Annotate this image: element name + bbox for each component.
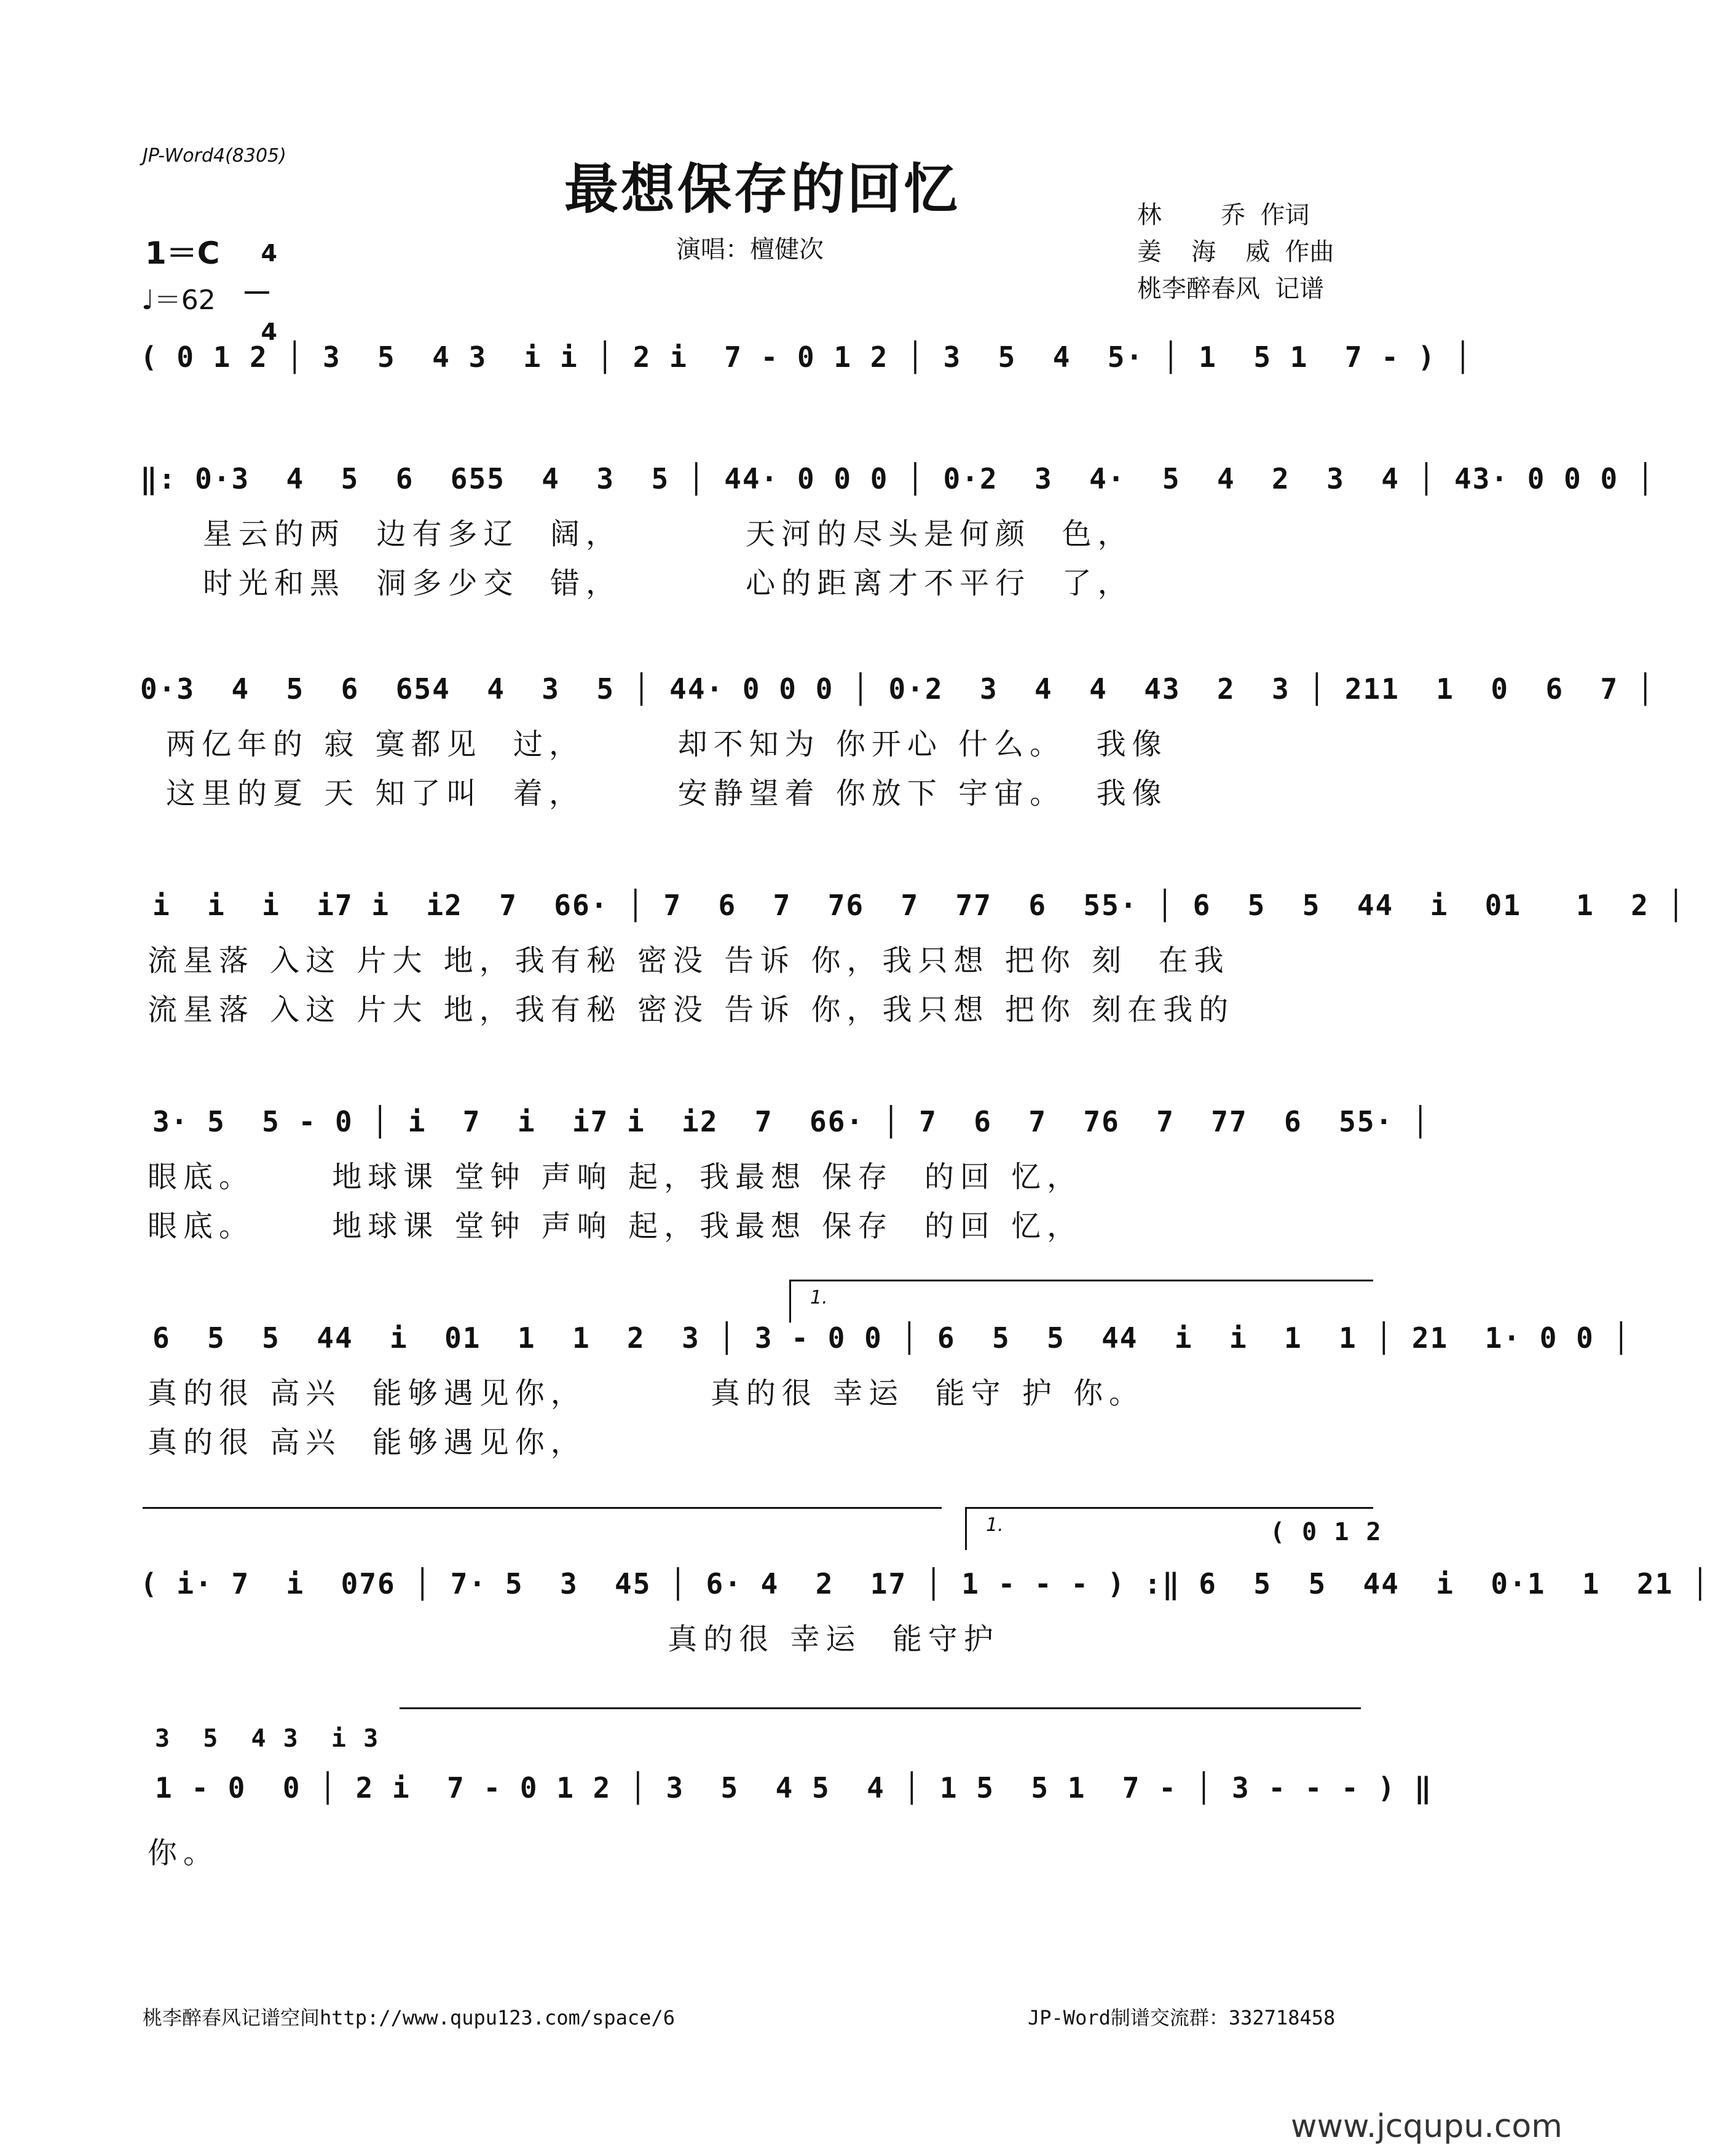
- music-line-1: ( 0 1 2 │ 3 5 4 3 i i │ 2 i 7 - 0 1 2 │ 3 5 4 5· │ 1 5 1 7 - ) │: [140, 340, 1473, 374]
- lyric-line-7: 真的很 幸运 能守护: [0, 1622, 999, 1656]
- cue-notes: 3 5 4 3 i 3: [155, 1725, 380, 1753]
- music-line-4: i i i i7 i i2 7 66· │ 7 6 7 76 7 77 6 55· │ 6 5 5 44 i 01 1 2 │: [152, 889, 1686, 922]
- music-line-2: ‖: 0·3 4 5 6 655 4 3 5 │ 44· 0 0 0 │ 0·2 3 4· 5 4 2 3 4 │ 43· 0 0 0 │: [140, 462, 1655, 495]
- pickup-figure: ( 0 1 2: [1270, 1518, 1382, 1546]
- lyric-line-2-verse-1: 星云的两 边有多辽 阔， 天河的尽头是何颜 色，: [203, 517, 1133, 551]
- lyricist-credit: 林 乔 作词: [1137, 201, 1310, 229]
- music-line-5: 3· 5 5 - 0 │ i 7 i i7 i i2 7 66· │ 7 6 7 76 7 77 6 55· │: [152, 1105, 1430, 1138]
- footer-group-info: JP-Word制谱交流群：332718458: [1028, 2006, 1336, 2029]
- lyric-line-2-verse-2: 时光和黑 洞多少交 错， 心的距离才不平行 了，: [203, 566, 1133, 600]
- volta-bracket-2: [965, 1507, 1373, 1509]
- music-line-3: 0·3 4 5 6 654 4 3 5 │ 44· 0 0 0 │ 0·2 3 4 4 43 2 3 │ 211 1 0 6 7 │: [140, 672, 1655, 706]
- staff-rule-7: [143, 1507, 942, 1509]
- footer-source-link[interactable]: 桃李醉春风记谱空间http://www.qupu123.com/space/6: [143, 2006, 675, 2029]
- staff-rule-8: [400, 1707, 1361, 1709]
- lyric-line-5-verse-1: 眼底。 地球课 堂钟 声响 起，我最想 保存 的回 忆，: [148, 1160, 1083, 1194]
- lyric-line-6-verse-1: 真的很 高兴 能够遇见你， 真的很 幸运 能守 护 你。: [148, 1376, 1145, 1410]
- lyric-line-8: 你。: [148, 1836, 219, 1870]
- app-id: JP-Word4(8305): [143, 145, 286, 167]
- lyric-line-4-verse-1: 流星落 入这 片大 地，我有秘 密没 告诉 你，我只想 把你 刻 在我: [148, 943, 1230, 978]
- music-line-7: ( i· 7 i 076 │ 7· 5 3 45 │ 6· 4 2 17 │ 1 - - - ) :‖ 6 5 5 44 i 0·1 1 21 │: [140, 1567, 1710, 1600]
- lyric-line-5-verse-2: 眼底。 地球课 堂钟 声响 起，我最想 保存 的回 忆，: [148, 1209, 1083, 1243]
- volta-bracket-2-edge: [965, 1507, 967, 1550]
- time-sig-bottom: 4: [261, 318, 277, 345]
- singer-credit: 演唱：檀健次: [676, 235, 824, 264]
- volta-bracket-1: [789, 1280, 1373, 1281]
- lyric-line-6-verse-2: 真的很 高兴 能够遇见你，: [148, 1425, 586, 1460]
- composer-credit: 姜 海 威 作曲: [1137, 238, 1334, 266]
- lyric-line-3-verse-2: 这里的夏 天 知了叫 着， 安静望着 你放下 宇宙。 我像: [166, 776, 1168, 811]
- score-title: 最想保存的回忆: [564, 157, 960, 221]
- site-watermark: www.jcqupu.com: [1291, 2108, 1562, 2145]
- music-line-8: 1 - 0 0 │ 2 i 7 - 0 1 2 │ 3 5 4 5 4 │ 1 5 5 1 7 - │ 3 - - - ) ‖: [155, 1771, 1433, 1804]
- time-signature: [245, 216, 277, 345]
- time-sig-top: 4: [261, 240, 277, 267]
- volta-bracket-1-edge: [789, 1280, 791, 1323]
- lyric-line-4-verse-2: 流星落 入这 片大 地，我有秘 密没 告诉 你，我只想 把你 刻在我的: [148, 993, 1235, 1027]
- lyric-line-3-verse-1: 两亿年的 寂 寞都见 过， 却不知为 你开心 什么。 我像: [166, 727, 1168, 761]
- music-line-6: 6 5 5 44 i 01 1 1 2 3 │ 3 - 0 0 │ 6 5 5 44 i i 1 1 │ 21 1· 0 0 │: [152, 1321, 1631, 1355]
- volta-label-2: 1.: [986, 1514, 1004, 1536]
- volta-label-1: 1.: [810, 1287, 828, 1308]
- transcriber-credit: 桃李醉春风 记谱: [1137, 275, 1325, 303]
- tempo-marking: ♩＝62: [141, 285, 216, 316]
- key-signature: 1＝C: [145, 235, 220, 271]
